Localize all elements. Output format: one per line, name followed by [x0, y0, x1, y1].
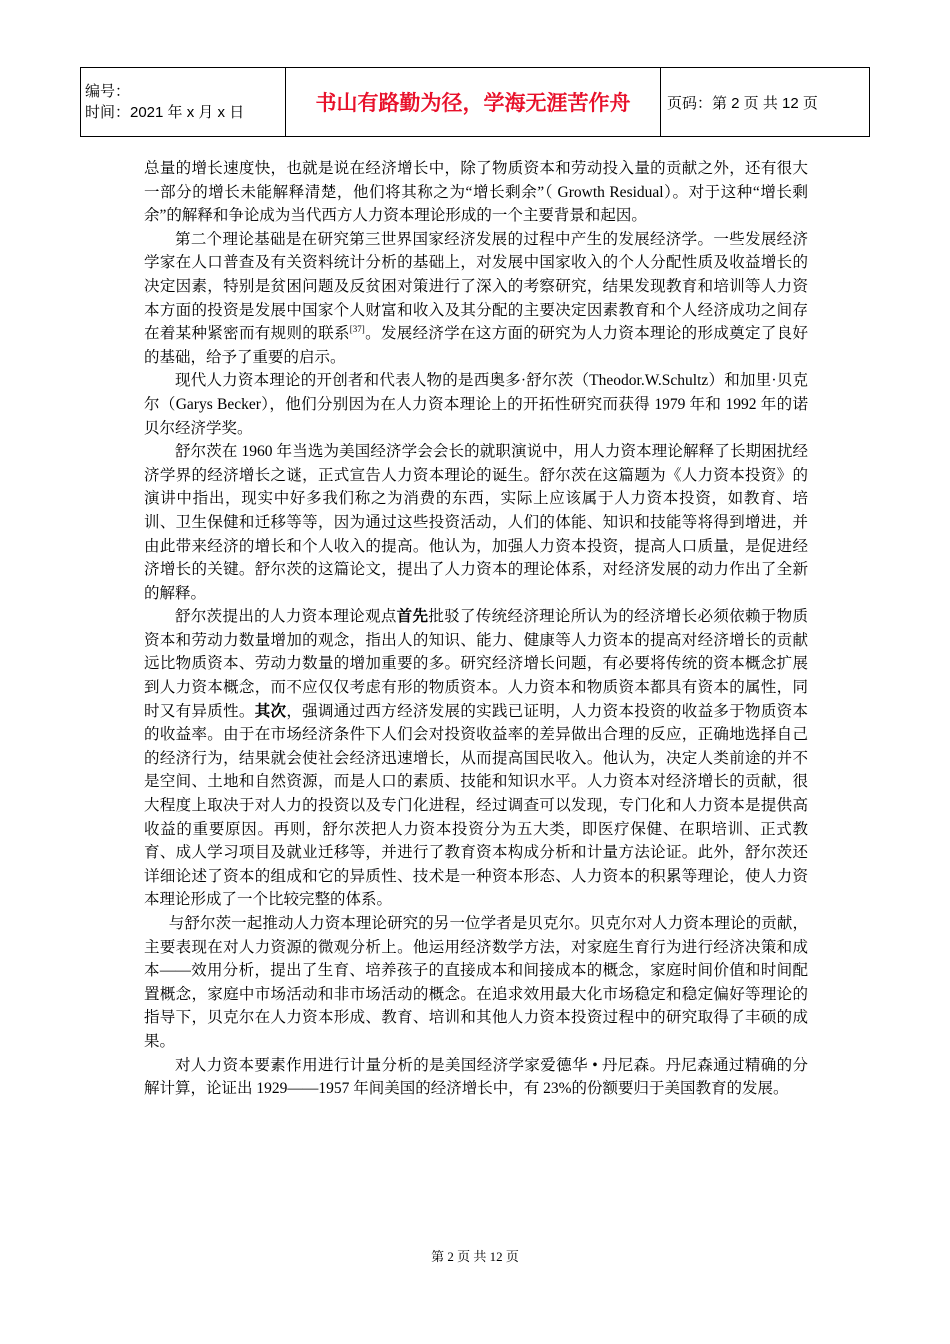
paragraph-becker: 与舒尔茨一起推动人力资本理论研究的另一位学者是贝克尔。贝克尔对人力资本理论的贡献，主要表现在对人力资源的微观分析上。他运用经济数学方法，对家庭生育行为进行经济决策和成本——效用分析，提出了生育、培养孩子的直接成本和间接成本的概念，家庭时间价值和时间配置概念，家庭中市场活动和非市场活动的概念。在追求效用最大化市场稳定和稳定偏好等理论的指导下，贝克尔在人力资本形成、教育、培训和其他人力资本投资过程中的研究取得了丰硕的成果。 — [144, 915, 808, 1050]
paragraph-development-economics — [144, 228, 808, 370]
paragraph-schultz-views — [144, 605, 808, 912]
paragraph-schultz-speech: 舒尔茨在 1960 年当选为美国经济学会会长的就职演说中，用人力资本理论解释了长期困扰经济学界的经济增长之谜，正式宣告人力资本理论的诞生。舒尔茨在这篇题为《人力资本投资》的演讲中指出，现实中好多我们称之为消费的东西，实际上应该属于人力资本投资，如教育、培训、卫生保健和迁移等等，因为通过这些投资活动，人们的体能、知识和技能等将得到增进，并由此带来经济的增长和个人收入的提高。他认为，加强人力资本投资，提高人口质量，是促进经济增长的关键。舒尔茨的这篇论文，提出了人力资本的理论体系，对经济发展的动力作出了全新的解释。 — [144, 443, 808, 602]
document-header — [80, 67, 870, 137]
document-date-label: 时间：2021 年 x 月 x 日 — [85, 104, 245, 121]
header-motto: 书山有路勤为径，学海无涯苦作舟 — [286, 68, 661, 137]
document-number-label: 编号： — [85, 83, 131, 100]
emphasis-second: 其次 — [254, 702, 287, 720]
paragraph-text: ，强调通过西方经济发展的实践已证明，人力资本投资的收益多于物质资本的收益率。由于在市场经济条件下人们会对投资收益率的差异做出合理的反应，正确地选择自己的经济行为，结果就会使社会经济迅速增长，从而提高国民收入。他认为，决定人类前途的并不是空间、土地和自然资源，而是人口的素质、技能和知识水平。人力资本对经济增长的贡献，很大程度上取决于对人力的投资以及专门化进程，经过调查可以发现，专门化和人力资本是提供高收益的重要原因。再则，舒尔茨把人力资本投资分为五大类，即医疗保健、在职培训、正式教育、成人学习项目及就业迁移等，并进行了教育资本构成分析和计量方法论证。此外，舒尔茨还详细论述了资本的组成和它的异质性、技术是一种资本形态、人力资本的积累等理论，使人力资本理论形成了一个比较完整的体系。 — [144, 702, 808, 909]
header-meta-cell — [81, 68, 286, 137]
emphasis-first: 首先 — [396, 608, 429, 626]
header-page-label: 页码：第 2 页 共 12 页 — [661, 68, 870, 137]
paragraph-text: 第二个理论基础是在研究第三世界国家经济发展的过程中产生的发展经济学。一些发展经济学家在人口普查及有关资料统计分析的基础上，对发展中国家收入的个人分配性质及收益增长的决定因素，特别是贫困问题及反贫困对策进行了深入的考察研究，结果发现教育和培训等人力资本方面的投资是发展中国家个人财富和收入及其分配的主要决定因素教育和个人经济成功之间存在着某种紧密而有规则的联系 — [144, 230, 808, 343]
document-body — [144, 157, 808, 1101]
paragraph-denison: 对人力资本要素作用进行计量分析的是美国经济学家爱德华 • 丹尼森。丹尼森通过精确的分解计算，论证出 1929——1957 年间美国的经济增长中，有 23%的份额要归于美国教育的发展。 — [144, 1056, 808, 1098]
paragraph-text: 。发展经济学在这方面的研究为人力资本理论的形成奠定了良好的基础，给予了重要的启示。 — [144, 325, 808, 366]
page-footer: 第 2 页 共 12 页 — [431, 1249, 519, 1264]
paragraph-growth-residual: 总量的增长速度快，也就是说在经济增长中，除了物质资本和劳动投入量的贡献之外，还有很大一部分的增长未能解释清楚，他们将其称之为“增长剩余”（ Growth Residual）。对于这种“增长剩余”的解释和争论成为当代西方人力资本理论形成的一个主要背景和起因。 — [144, 160, 808, 225]
citation-marker: [37] — [349, 324, 365, 334]
paragraph-text: 舒尔茨提出的人力资本理论观点 — [175, 608, 397, 626]
paragraph-founders: 现代人力资本理论的开创者和代表人物的是西奥多·舒尔茨（Theodor.W.Schultz）和加里·贝克尔（Garys Becker），他们分别因为在人力资本理论上的开拓性研究而获得 1979 年和 1992 年的诺贝尔经济学奖。 — [144, 372, 808, 437]
paragraph-text: 批驳了传统经济理论所认为的经济增长必须依赖于物质资本和劳动力数量增加的观念，指出人的知识、能力、健康等人力资本的提高对经济增长的贡献远比物质资本、劳动力数量的增加重要的多。研究经济增长问题，有必要将传统的资本概念扩展到人力资本概念，而不应仅仅考虑有形的物质资本。人力资本和物质资本都具有资本的属性，同时又有异质性。 — [144, 608, 808, 720]
